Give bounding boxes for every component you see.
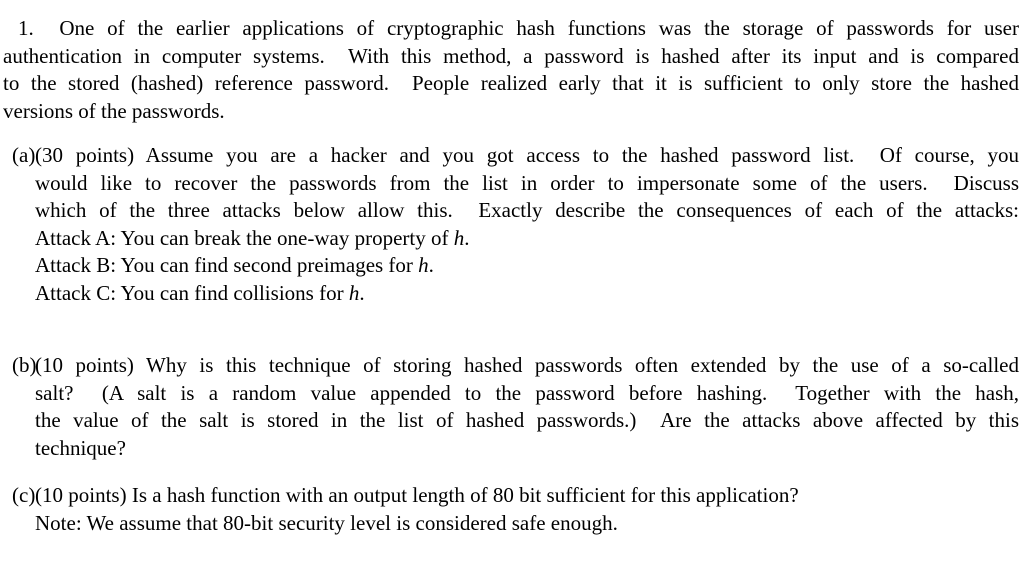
math-var-h: h	[453, 225, 465, 250]
part-a-section	[3, 142, 1019, 307]
attack-a-period: .	[464, 225, 470, 250]
part-a-line-1: (30 points) Assume you are a hacker and you got access to the hashed password list. Of course, you	[35, 143, 1019, 167]
attack-b-period: .	[428, 253, 434, 277]
attack-a-line	[35, 225, 1019, 253]
attack-c-period: .	[359, 280, 365, 305]
math-var-h: h	[348, 280, 360, 305]
attack-a-text: Attack A: You can break the one-way property of	[35, 225, 454, 250]
part-c-section	[3, 482, 1019, 537]
intro-line-2: authentication in computer systems. With this method, a password is hashed after its input and is compared	[3, 43, 1019, 68]
part-b-line-4: technique?	[35, 435, 126, 460]
part-a-line-2: would like to recover the passwords from the list in order to impersonate some of the users. Discuss	[35, 170, 1019, 195]
attack-b-text: Attack B: You can find second preimages for	[35, 253, 419, 277]
part-c-note-line: Note: We assume that 80-bit security level is considered safe enough.	[35, 510, 618, 535]
attack-c-line	[35, 280, 1019, 308]
part-b-line-3: the value of the salt is stored in the list of hashed passwords.) Are the attacks above affected by this	[35, 408, 1019, 432]
part-b-line-2: salt? (A salt is a random value appended to the password before hashing. Together with the hash,	[35, 380, 1019, 405]
part-b-section	[3, 352, 1019, 462]
part-c-line-1: (10 points) Is a hash function with an output length of 80 bit sufficient for this application?	[35, 483, 799, 507]
part-b-line-1: (10 points) Why is this technique of storing hashed passwords often extended by the use of a so-called	[35, 353, 1019, 377]
intro-line-1: 1. One of the earlier applications of cryptographic hash functions was the storage of passwords for user	[18, 16, 1019, 40]
part-b-label: (b)	[12, 353, 37, 377]
part-a-line-3: which of the three attacks below allow this. Exactly describe the consequences of each of the attacks:	[35, 198, 1019, 222]
part-a-label: (a)	[12, 143, 36, 167]
intro-paragraph	[3, 15, 1019, 125]
attack-b-line	[35, 252, 1019, 280]
math-var-h: h	[418, 253, 429, 277]
intro-line-4: versions of the passwords.	[3, 98, 225, 123]
intro-line-3: to the stored (hashed) reference password. People realized early that it is sufficient to only store the hashed	[3, 71, 1019, 95]
part-c-label: (c)	[12, 483, 36, 507]
attack-c-text: Attack C: You can find collisions for	[35, 280, 349, 305]
